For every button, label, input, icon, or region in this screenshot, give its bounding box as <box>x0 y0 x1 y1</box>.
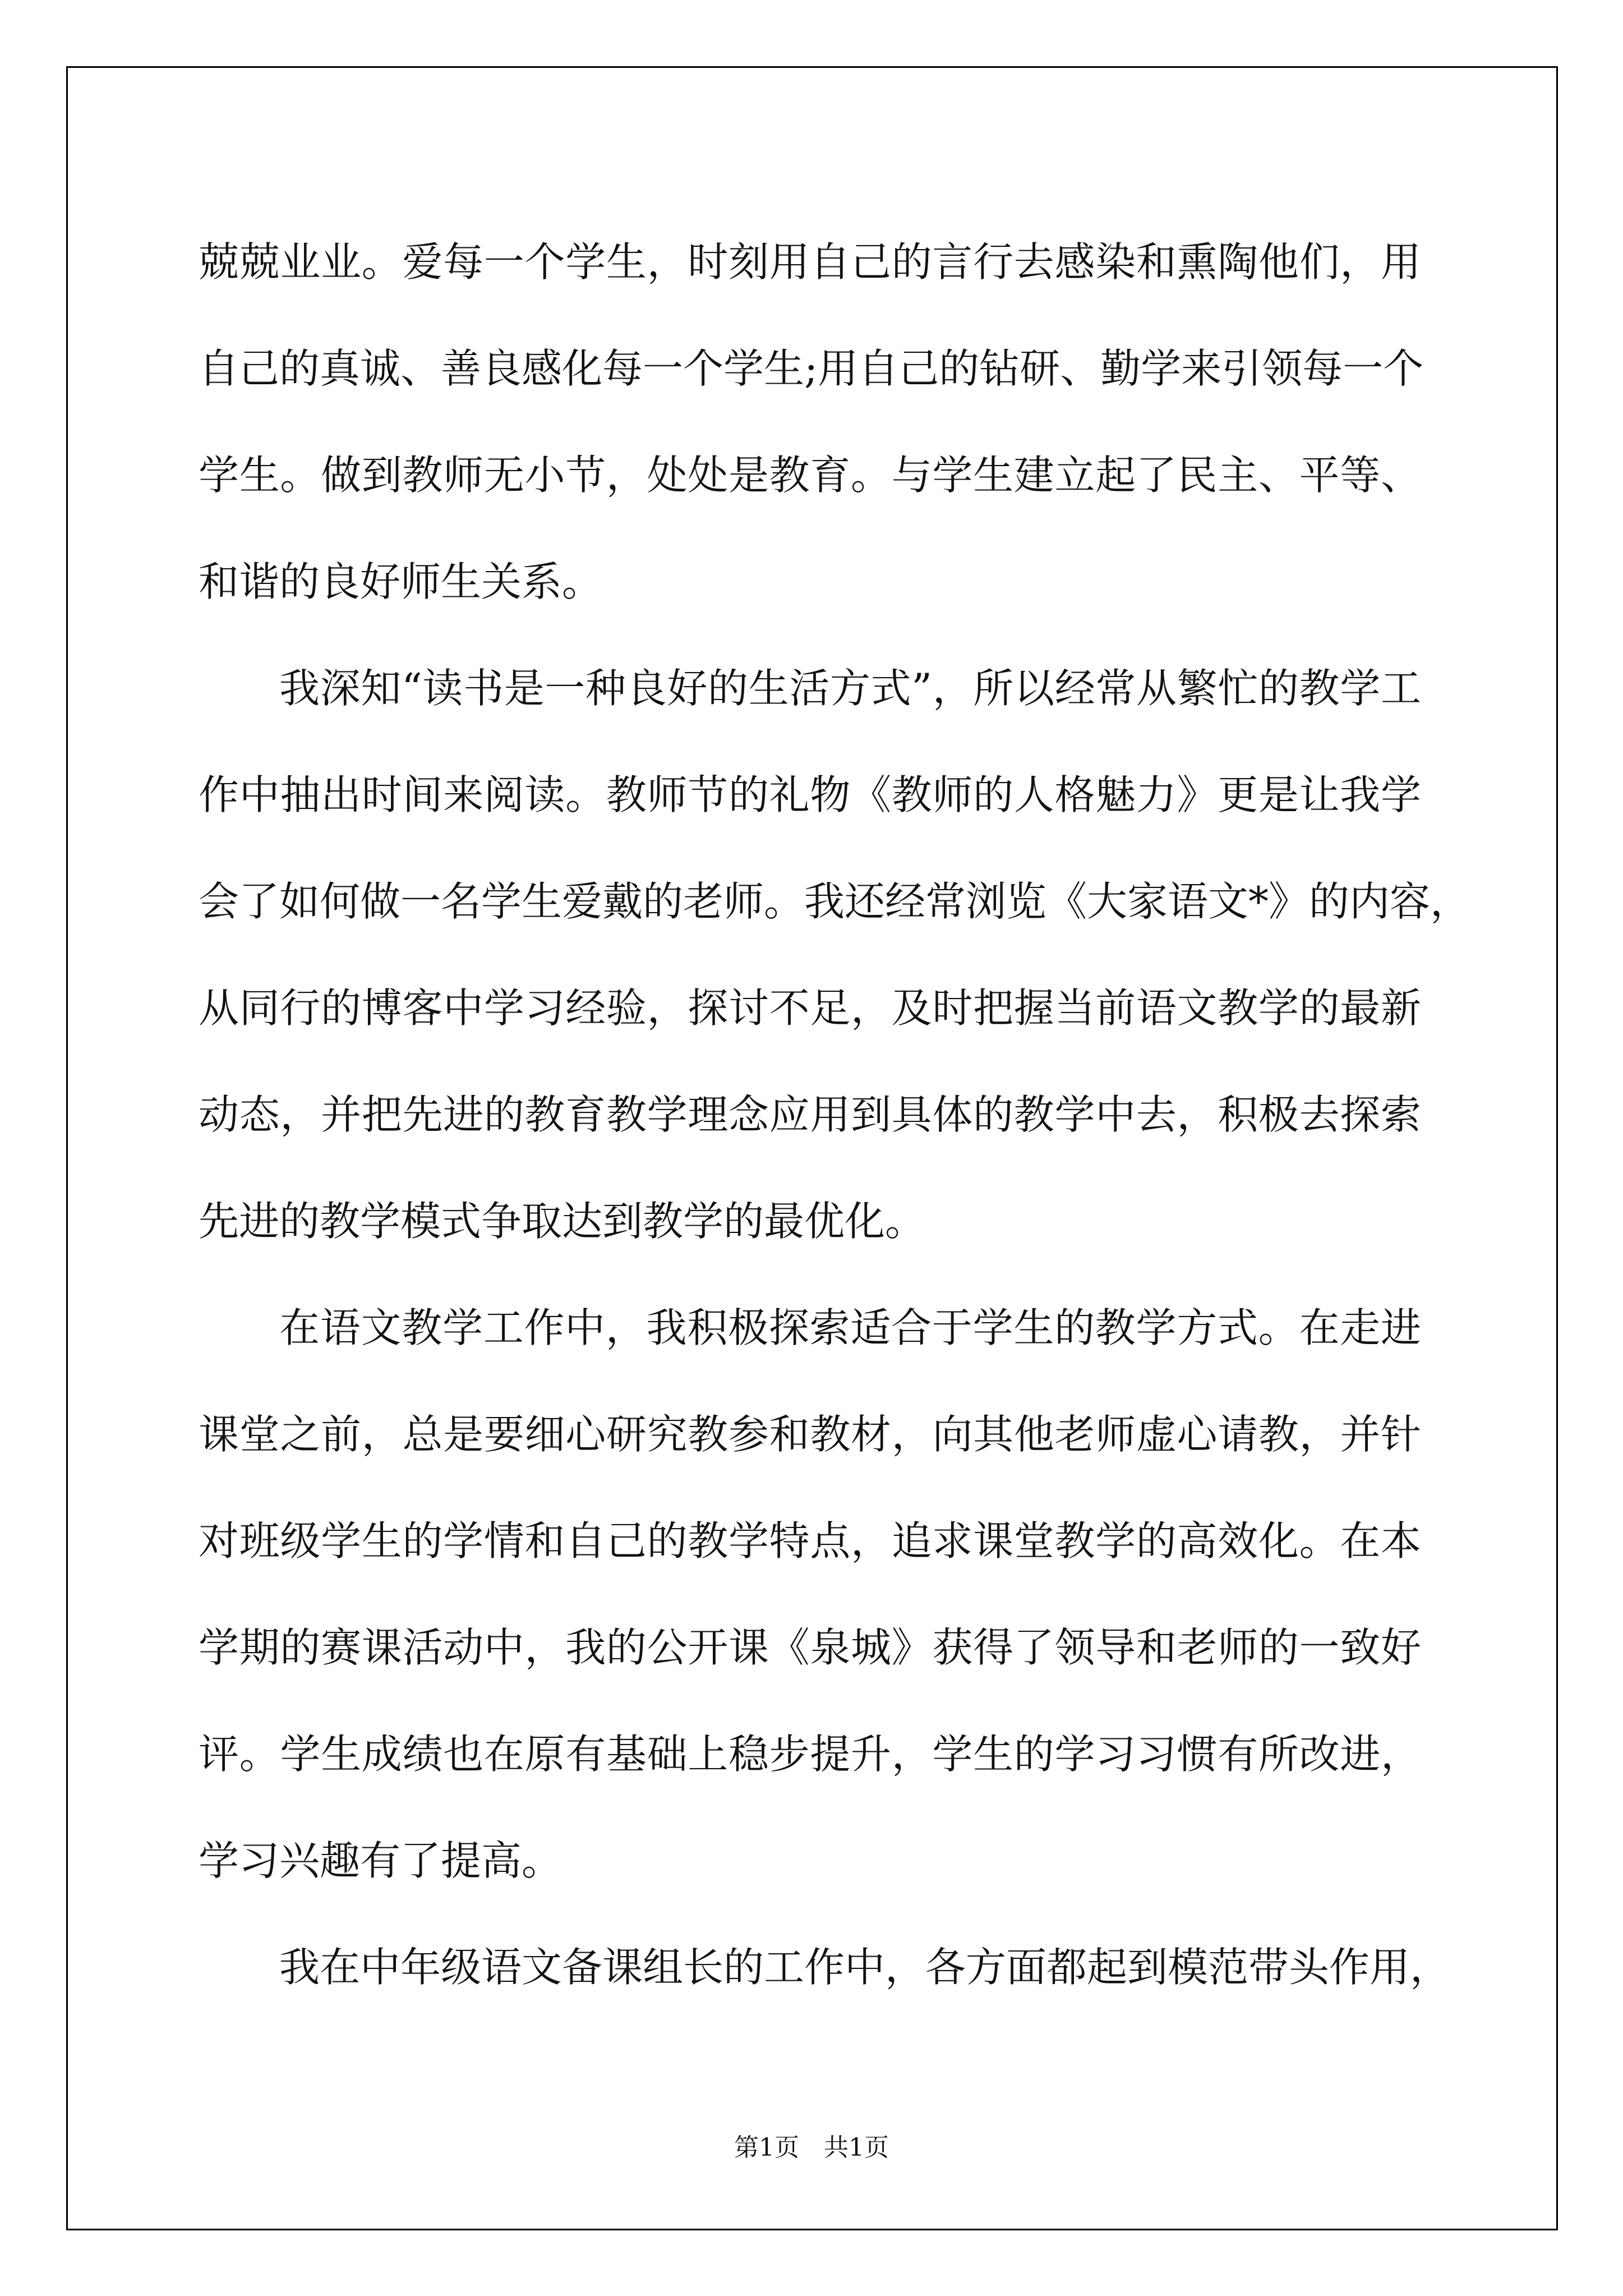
text-line: 对班级学生的学情和自己的教学特点，追求课堂教学的高效化。在本 <box>199 1517 1421 1565</box>
text-line: 学生。做到教师无小节，处处是教育。与学生建立起了民主、平等、 <box>199 452 1421 499</box>
text-line: 学期的赛课活动中，我的公开课《泉城》获得了领导和老师的一致好 <box>199 1624 1421 1671</box>
text-line: 动态，并把先进的教育教学理念应用到具体的教学中去，积极去探索 <box>199 1091 1421 1138</box>
text-line: 学习兴趣有了提高。 <box>199 1837 562 1884</box>
paragraph-start-line: 在语文教学工作中，我积极探索适合于学生的教学方式。在走进 <box>279 1304 1421 1351</box>
text-line: 从同行的博客中学习经验，探讨不足，及时把握当前语文教学的最新 <box>199 984 1421 1032</box>
text-line: 先进的教学模式争取达到教学的最优化。 <box>199 1198 926 1245</box>
text-line: 评。学生成绩也在原有基础上稳步提升，学生的学习习惯有所改进， <box>199 1731 1421 1778</box>
text-line: 和谐的良好师生关系。 <box>199 558 603 605</box>
text-line: 会了如何做一名学生爱戴的老师。我还经常浏览《大家语文*》的内容， <box>199 878 1471 925</box>
paragraph-start-line: 我在中年级语文备课组长的工作中，各方面都起到模范带头作用， <box>279 1944 1451 1991</box>
text-line: 兢兢业业。爱每一个学生，时刻用自己的言行去感染和熏陶他们，用 <box>199 238 1421 286</box>
text-line: 自己的真诚、善良感化每一个学生;用自己的钻研、勤学来引领每一个 <box>199 345 1424 392</box>
text-line: 课堂之前，总是要细心研究教参和教材，向其他老师虚心请教，并针 <box>199 1411 1421 1458</box>
page-footer: 第1页 共1页 <box>734 2133 889 2162</box>
text-line: 作中抽出时间来阅读。教师节的礼物《教师的人格魅力》更是让我学 <box>199 771 1421 818</box>
document-body <box>199 209 1471 2021</box>
paragraph-start-line: 我深知“读书是一种良好的生活方式”，所以经常从繁忙的教学工 <box>279 665 1421 712</box>
